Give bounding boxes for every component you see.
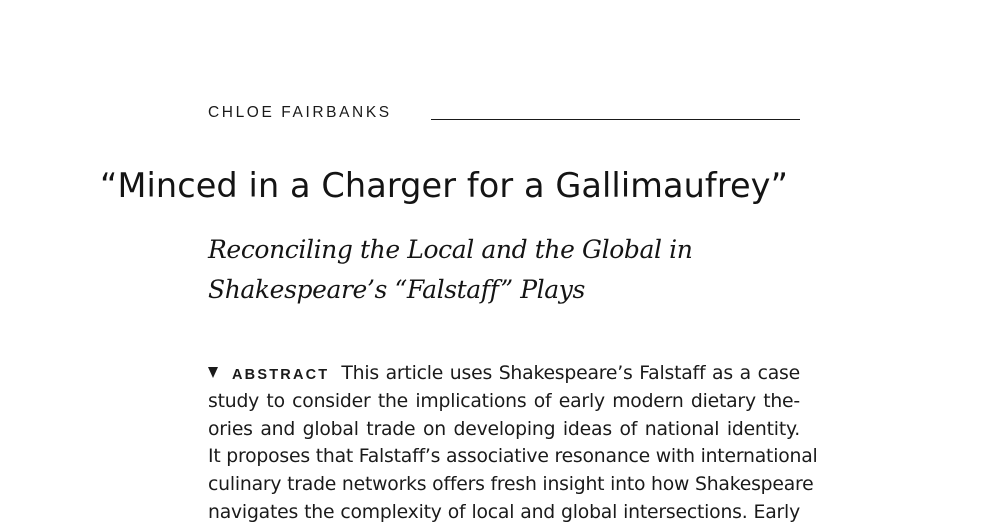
subtitle-line: Reconciling the Local and the Global in [208, 235, 693, 264]
abstract-label: ABSTRACT [232, 367, 330, 383]
abstract-line-text: This article uses Shakespeare’s Falstaff as a case [341, 363, 800, 384]
abstract-line: navigates the complexity of local and global intersections. Early [208, 501, 800, 523]
subtitle-line: Shakespeare’s “Falstaff” Plays [208, 275, 585, 304]
article-subtitle [208, 230, 692, 310]
abstract-line: ories and global trade on developing ideas of national identity. [208, 418, 800, 440]
abstract-line: It proposes that Falstaff’s associative resonance with international [208, 446, 818, 468]
abstract-heading [208, 360, 329, 390]
abstract-line: culinary trade networks offers fresh insight into how Shakespeare [208, 474, 814, 496]
abstract [208, 360, 818, 527]
triangle-down-icon [208, 367, 218, 378]
abstract-line: study to consider the implications of early modern dietary the- [208, 390, 800, 412]
author-header [208, 104, 800, 126]
header-rule [431, 119, 800, 120]
author-name: CHLOE FAIRBANKS [208, 104, 392, 121]
abstract-line [208, 360, 800, 388]
article-title: “Minced in a Charger for a Gallimaufrey” [100, 166, 789, 205]
